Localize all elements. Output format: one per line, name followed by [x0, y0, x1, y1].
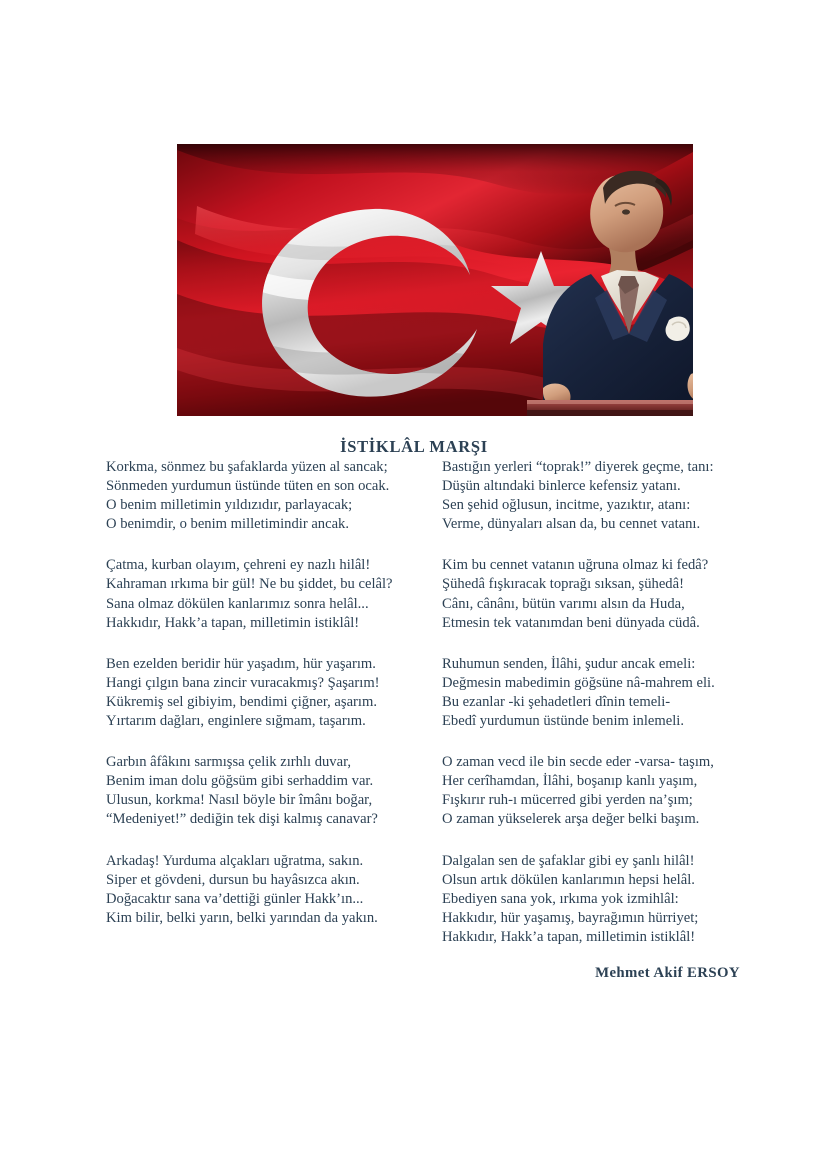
stanza — [106, 556, 436, 632]
poem-line: Yırtarım dağları, enginlere sığmam, taşarım. — [106, 713, 366, 730]
stanza — [106, 655, 436, 731]
podium — [527, 400, 693, 416]
poem-line: O zaman vecd ile bin secde eder -varsa- taşım, — [442, 754, 714, 771]
poem-line: Ulusun, korkma! Nasıl böyle bir îmânı boğar, — [106, 792, 373, 809]
page-title: İSTİKLÂL MARŞI — [340, 437, 488, 456]
stanza — [442, 556, 782, 632]
stanza — [106, 458, 436, 534]
poem-left-column — [106, 458, 436, 950]
poem-line: Kahraman ırkıma bir gül! Ne bu şiddet, bu celâl? — [106, 576, 393, 593]
poem-line: Kim bilir, belki yarın, belki yarından da yakın. — [106, 909, 378, 926]
poem-line: Hangi çılgın bana zincir vuracakmış? Şaşarım! — [106, 674, 380, 691]
poem-line: Dalgalan sen de şafaklar gibi ey şanlı hilâl! — [442, 852, 695, 869]
poem-line: Bu ezanlar -ki şehadetleri dînin temeli- — [442, 693, 671, 710]
stanza — [442, 458, 782, 534]
stanza — [442, 655, 782, 731]
poem-line: Ruhumun senden, İlâhi, şudur ancak emeli: — [442, 655, 696, 672]
poem-line: Hakkıdır, hür yaşamış, bayrağımın hürriyet; — [442, 909, 699, 926]
poem-line: Sen şehid oğlusun, incitme, yazıktır, atanı: — [442, 497, 691, 514]
poem-line: O benim milletimin yıldızıdır, parlayacak; — [106, 497, 353, 514]
poem-line: Korkma, sönmez bu şafaklarda yüzen al sancak; — [106, 459, 388, 475]
poem-line: Düşün altındaki binlerce kefensiz yatanı. — [442, 478, 681, 495]
poem-line: Çatma, kurban olayım, çehreni ey nazlı hilâl! — [106, 557, 371, 574]
poem-line: Doğacaktır sana va’dettiği günler Hakk’ın... — [106, 890, 364, 907]
poem-line: O benimdir, o benim milletimindir ancak. — [106, 516, 349, 533]
poem-line: Cânı, cânânı, bütün varımı alsın da Huda, — [442, 595, 685, 612]
poem-line: Bastığın yerleri “toprak!” diyerek geçme, tanı: — [442, 459, 714, 475]
poem-line: Arkadaş! Yurduma alçakları uğratma, sakın. — [106, 852, 364, 869]
poem-line: Fışkırır ruh-ı mücerred gibi yerden na’şım; — [442, 792, 693, 809]
poem-right-column — [442, 458, 782, 969]
poem-line: Ben ezelden beridir hür yaşadım, hür yaşarım. — [106, 655, 376, 672]
poem-line: Siper et gövdeni, dursun bu hayâsızca akın. — [106, 871, 360, 888]
poem-line: Değmesin mabedimin göğsüne nâ-mahrem eli. — [442, 674, 715, 691]
poem-line: Sönmeden yurdumun üstünde tüten en son ocak. — [106, 478, 390, 495]
poem-line: Sana olmaz dökülen kanlarımız sonra helâl... — [106, 595, 369, 612]
poem-line: Kim bu cennet vatanın uğruna olmaz ki fedâ? — [442, 557, 709, 574]
poem-line: Şühedâ fışkıracak toprağı sıksan, şühedâ! — [442, 576, 684, 593]
poem-line: Ebedî yurdumun üstünde benim inlemeli. — [442, 713, 684, 730]
poem-line: “Medeniyet!” dediğin tek dişi kalmış canavar? — [106, 811, 378, 828]
poem-line: Hakkıdır, Hakk’a tapan, milletimin istiklâl! — [442, 928, 696, 945]
stanza — [442, 753, 782, 829]
poem-line: Kükremiş sel gibiyim, bendimi çiğner, aşarım. — [106, 693, 377, 710]
poem-line: Ebediyen sana yok, ırkıma yok izmihlâl: — [442, 890, 679, 907]
poem-line: Olsun artık dökülen kanlarımın hepsi helâl. — [442, 871, 695, 888]
poem-line: O zaman yükselerek arşa değer belki başım. — [442, 811, 700, 828]
stanza — [442, 852, 782, 947]
stanza — [106, 753, 436, 829]
poem-line: Benim iman dolu göğsüm gibi serhaddim var. — [106, 773, 374, 790]
turkish-flag-ataturk-image — [177, 144, 693, 416]
poem-line: Etmesin tek vatanımdan beni dünyada cüdâ. — [442, 614, 700, 631]
author-signature: Mehmet Akif ERSOY — [595, 965, 740, 981]
poem-line: Verme, dünyaları alsan da, bu cennet vatanı. — [442, 516, 701, 533]
flag-illustration — [177, 144, 693, 416]
poem-line: Hakkıdır, Hakk’a tapan, milletimin istiklâl! — [106, 614, 360, 631]
poem-line: Garbın âfâkını sarmışsa çelik zırhlı duvar, — [106, 754, 351, 771]
stanza — [106, 852, 436, 928]
pocket-square — [666, 317, 690, 341]
poem-line: Her cerîhamdan, İlâhi, boşanıp kanlı yaşım, — [442, 773, 698, 790]
